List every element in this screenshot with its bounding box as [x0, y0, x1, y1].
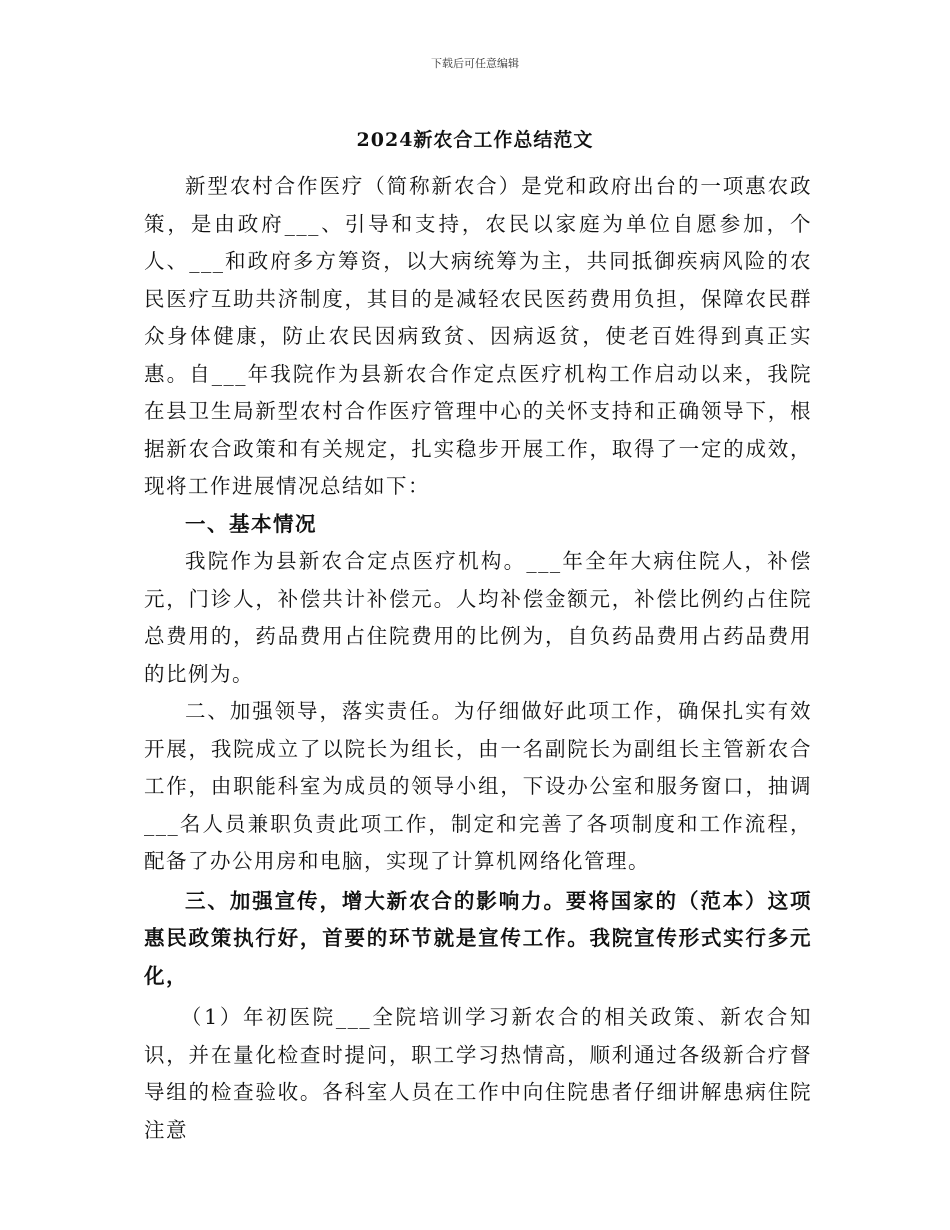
- document-body: [144, 168, 812, 1149]
- header-note: 下载后可任意编辑: [431, 57, 519, 70]
- basic-paragraph: 我院作为县新农合定点医疗机构。___年全年大病住院人，补偿元，门诊人，补偿共计补偿元。人均补偿金额元，补偿比例约占住院总费用的，药品费用占住院费用的比例为，自负药品费用占药品费用的比例为。: [144, 549, 812, 686]
- publicity-paragraph: 三、加强宣传，增大新农合的影响力。要将国家的（范本）这项惠民政策执行好，首要的环节就是宣传工作。我院宣传形式实行多元化，: [144, 888, 812, 988]
- intro-paragraph: 新型农村合作医疗（简称新农合）是党和政府出台的一项惠农政策，是由政府___、引导和支持，农民以家庭为单位自愿参加，个人、___和政府多方筹资，以大病统筹为主，共同抵御疾病风险的农民医疗互助共济制度，其目的是减轻农民医药费用负担，保障农民群众身体健康，防止农民因病致贫、因病返贫，使老百姓得到真正实惠。自___年我院作为县新农合作定点医疗机构工作启动以来，我院在县卫生局新型农村合作医疗管理中心的关怀支持和正确领导下，根据新农合政策和有关规定，扎实稳步开展工作，取得了一定的成效，现将工作进展情况总结如下：: [144, 174, 812, 498]
- document-title: 2024新农合工作总结范文: [356, 129, 594, 151]
- training-paragraph: （1）年初医院___全院培训学习新农合的相关政策、新农合知识，并在量化检查时提问，职工学习热情高，顺利通过各级新合疗督导组的检查验收。各科室人员在工作中向住院患者仔细讲解患病住院注意: [144, 1005, 812, 1142]
- leadership-paragraph: 二、加强领导，落实责任。为仔细做好此项工作，确保扎实有效开展，我院成立了以院长为组长，由一名副院长为副组长主管新农合工作，由职能科室为成员的领导小组，下设办公室和服务窗口，抽调___名人员兼职负责此项工作，制定和完善了各项制度和工作流程，配备了办公用房和电脑，实现了计算机网络化管理。: [144, 699, 812, 873]
- section-heading-basic: 一、基本情况: [185, 511, 317, 536]
